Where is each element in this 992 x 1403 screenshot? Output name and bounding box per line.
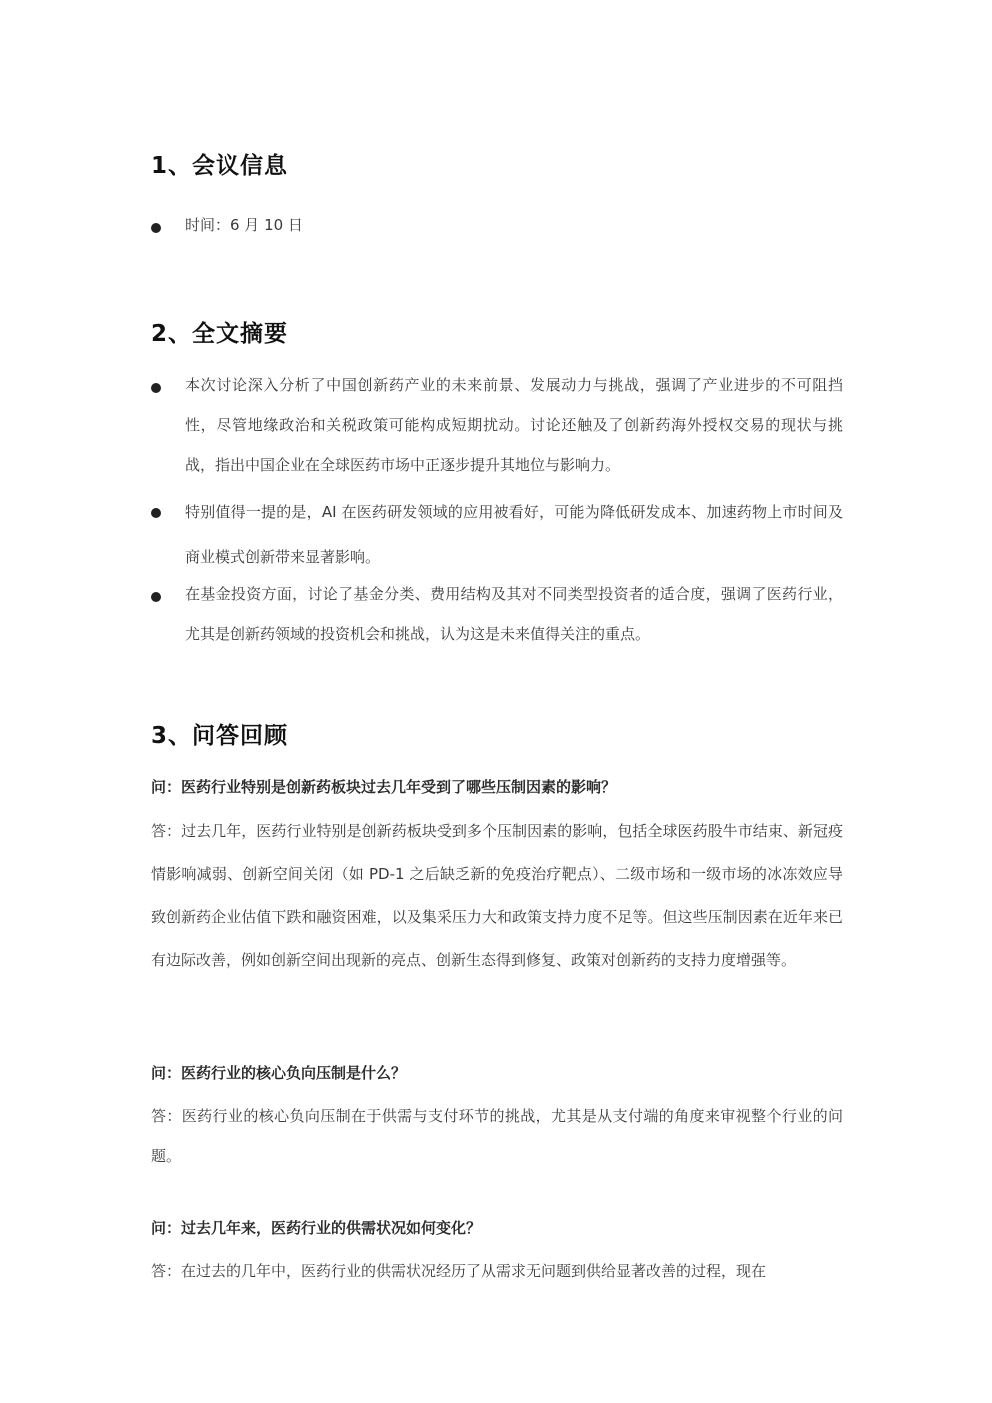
summary-paragraph: 在基金投资方面，讨论了基金分类、费用结构及其对不同类型投资者的适合度，强调了医药行业，尤其是创新药领域的投资机会和挑战，认为这是未来值得关注的重点。 (185, 585, 843, 643)
qa-question: 问：过去几年来，医药行业的供需状况如何变化？ (151, 1219, 482, 1237)
section-heading-qa-review: 3、问答回顾 (151, 723, 289, 749)
bullet-icon (151, 508, 161, 518)
bullet-icon (151, 223, 161, 233)
section-heading-summary: 2、全文摘要 (151, 321, 289, 347)
section-heading-meeting-info: 1、会议信息 (151, 153, 289, 179)
qa-answer: 答：医药行业的核心负向压制在于供需与支付环节的挑战，尤其是从支付端的角度来审视整个行业的问题。 (151, 1107, 843, 1165)
qa-answer: 答：在过去的几年中，医药行业的供需状况经历了从需求无问题到供给显著改善的过程，现在 (151, 1262, 767, 1280)
qa-answer: 答：过去几年，医药行业特别是创新药板块受到多个压制因素的影响，包括全球医药股牛市结束、新冠疫情影响减弱、创新空间关闭（如 PD-1 之后缺乏新的免疫治疗靶点）、二级市场和一级市场的冰冻效应导致创新药企业估值下跌和融资困难，以及集采压力大和政策支持力度不足等。但这些压制因素在近年来已有边际改善，例如创新空间出现新的亮点、创新生态得到修复、政策对创新药的支持力度增强等。 (151, 822, 843, 969)
summary-paragraph: 本次讨论深入分析了中国创新药产业的未来前景、发展动力与挑战，强调了产业进步的不可阻挡性，尽管地缘政治和关税政策可能构成短期扰动。讨论还触及了创新药海外授权交易的现状与挑战，指出中国企业在全球医药市场中正逐步提升其地位与影响力。 (185, 376, 843, 474)
meeting-time-text: 时间：6 月 10 日 (185, 216, 303, 234)
qa-question: 问：医药行业特别是创新药板块过去几年受到了哪些压制因素的影响？ (151, 778, 617, 796)
summary-paragraph: 特别值得一提的是，AI 在医药研发领域的应用被看好，可能为降低研发成本、加速药物上市时间及商业模式创新带来显著影响。 (185, 503, 843, 566)
qa-question: 问：医药行业的核心负向压制是什么？ (151, 1064, 407, 1082)
bullet-icon (151, 383, 161, 393)
bullet-icon (151, 592, 161, 602)
